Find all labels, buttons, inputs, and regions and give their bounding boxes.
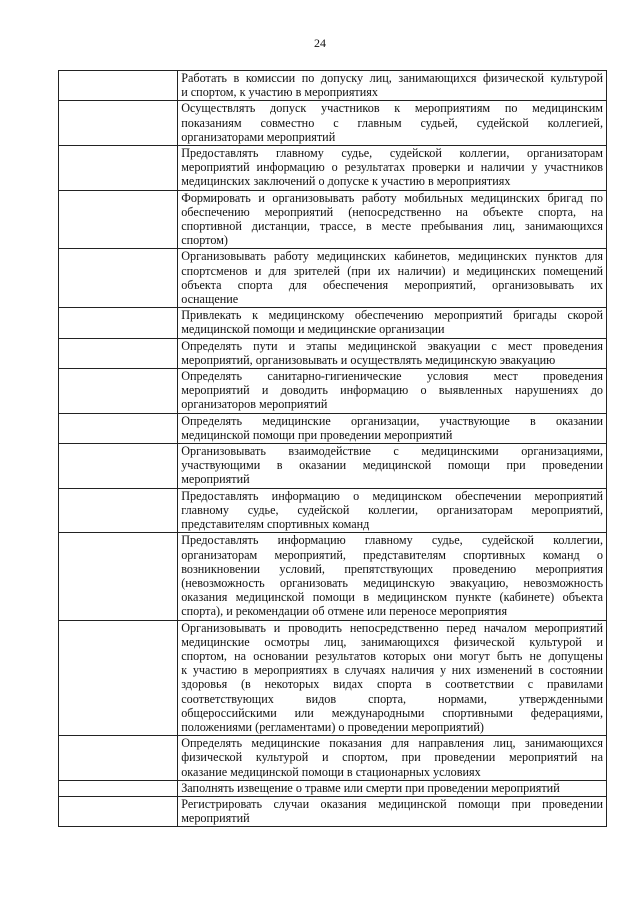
- empty-left-cell: [59, 780, 178, 796]
- duty-text-cell: [178, 780, 607, 796]
- empty-left-cell: [59, 444, 178, 489]
- table-row: [59, 736, 607, 781]
- duty-text-line: Заполнять извещение о травме или смерти при проведении мероприятий: [181, 780, 560, 795]
- duty-text-line: (невозможность организовать медицинскую эвакуацию, невозможность: [181, 575, 603, 590]
- duty-text-line: мероприятий: [181, 811, 250, 826]
- table-row: [59, 101, 607, 146]
- table-row: [59, 620, 607, 736]
- empty-left-cell: [59, 533, 178, 620]
- duty-text-line: Предоставлять информацию главному судье, судейской коллегии,: [181, 533, 603, 548]
- duty-text-line: медицинских заключений о допуске к участию в мероприятиях: [181, 174, 511, 189]
- duty-text-cell: [178, 796, 607, 826]
- empty-left-cell: [59, 413, 178, 443]
- empty-left-cell: [59, 736, 178, 781]
- duty-text-line: здоровья (в некоторых видах спорта в соответствии с правилами: [181, 677, 603, 692]
- duty-text-line: Привлекать к медицинскому обеспечению мероприятий бригады скорой: [181, 308, 603, 323]
- empty-left-cell: [59, 796, 178, 826]
- duty-text-line: спортом, на основании результатов которых они могут быть не допущены: [181, 648, 603, 663]
- duty-text-cell: [178, 249, 607, 308]
- table-row: [59, 308, 607, 338]
- empty-left-cell: [59, 620, 178, 736]
- duties-table: [58, 70, 607, 827]
- duty-text-line: организаторами мероприятий: [181, 129, 336, 144]
- empty-left-cell: [59, 338, 178, 368]
- duty-text-cell: [178, 444, 607, 489]
- duty-text-line: спортивной дистанции, трассе, в месте пребывания лиц, занимающихся: [181, 219, 603, 234]
- duty-text-line: организаторам мероприятий, представителям спортивных команд о: [181, 547, 603, 562]
- duty-text-line: обеспечению мероприятий (непосредственно на объекте спорта, на: [181, 204, 603, 219]
- table-body: [59, 71, 607, 827]
- duty-text-line: медицинской помощи и медицинские организации: [181, 322, 445, 337]
- duty-text-line: спортом): [181, 233, 228, 248]
- duty-text-line: Формировать и организовывать работу мобильных медицинских бригад по: [181, 190, 603, 205]
- table-row: [59, 413, 607, 443]
- duty-text-cell: [178, 308, 607, 338]
- duty-text-cell: [178, 369, 607, 414]
- duty-text-line: общероссийскими или международными спортивными федерациями,: [181, 705, 603, 720]
- duty-text-line: спортсменов и для зрителей (при их наличии) и медицинских помещений: [181, 263, 603, 278]
- table-row: [59, 71, 607, 101]
- page-number: 24: [314, 36, 326, 50]
- empty-left-cell: [59, 369, 178, 414]
- table-row: [59, 488, 607, 533]
- empty-left-cell: [59, 101, 178, 146]
- table-row: [59, 146, 607, 191]
- duty-text-line: оказания медицинской помощи в медицинском пункте (кабинете) объекта: [181, 590, 603, 605]
- duty-text-cell: [178, 736, 607, 781]
- table-row: [59, 533, 607, 620]
- table-row: [59, 796, 607, 826]
- duty-text-line: мероприятий и доводить информацию о выявленных нарушениях до: [181, 383, 603, 398]
- duty-text-line: спорта), и рекомендации об отмене или переносе мероприятия: [181, 604, 508, 619]
- duty-text-line: возникновении условий, препятствующих проведению мероприятия: [181, 561, 603, 576]
- duty-text-line: Регистрировать случаи оказания медицинской помощи при проведении: [181, 796, 603, 811]
- duty-text-line: оказание медицинской помощи в стационарных условиях: [181, 764, 481, 779]
- duty-text-line: представителям спортивных команд: [181, 517, 370, 532]
- duty-text-line: мероприятий: [181, 472, 250, 487]
- duty-text-line: мероприятий, организовывать и осуществлять медицинскую эвакуацию: [181, 352, 556, 367]
- duty-text-line: Организовывать работу медицинских кабинетов, медицинских пунктов для: [181, 249, 603, 264]
- duty-text-line: Предоставлять информацию о медицинском обеспечении мероприятий: [181, 488, 603, 503]
- empty-left-cell: [59, 146, 178, 191]
- table-row: [59, 190, 607, 249]
- duty-text-line: Определять медицинские организации, участвующие в оказании: [181, 413, 603, 428]
- table-row: [59, 369, 607, 414]
- empty-left-cell: [59, 249, 178, 308]
- duty-text-cell: [178, 338, 607, 368]
- table-row: [59, 780, 607, 796]
- duty-text-line: показаниям совместно с главным судьей, судейской коллегией,: [181, 115, 603, 130]
- duty-text-cell: [178, 101, 607, 146]
- duty-text-cell: [178, 71, 607, 101]
- duty-text-cell: [178, 146, 607, 191]
- empty-left-cell: [59, 308, 178, 338]
- duty-text-line: физической культурой и спортом, при проведении мероприятий на: [181, 750, 603, 765]
- duty-text-line: медицинские осмотры лиц, занимающихся физической культурой и: [181, 634, 603, 649]
- empty-left-cell: [59, 488, 178, 533]
- duty-text-line: Определять санитарно-гигиенические условия мест проведения: [181, 369, 603, 384]
- duty-text-line: положениями (регламентами) о проведении мероприятий): [181, 719, 484, 734]
- duty-text-line: Предоставлять главному судье, судейской коллегии, организаторам: [181, 146, 603, 161]
- duty-text-cell: [178, 413, 607, 443]
- duty-text-cell: [178, 190, 607, 249]
- empty-left-cell: [59, 71, 178, 101]
- duty-text-cell: [178, 620, 607, 736]
- duty-text-line: участвующими в оказании медицинской помощи при проведении: [181, 458, 603, 473]
- duty-text-line: Организовывать взаимодействие с медицинскими организациями,: [181, 444, 603, 459]
- duty-text-line: медицинской помощи при проведении мероприятий: [181, 427, 453, 442]
- duty-text-line: к участию в мероприятиях в случаях наличия у них изменений в состоянии: [181, 663, 603, 678]
- duty-text-cell: [178, 533, 607, 620]
- duty-text-line: объекта спорта для обеспечения мероприятий, организовывать их: [181, 277, 603, 292]
- empty-left-cell: [59, 190, 178, 249]
- table-row: [59, 338, 607, 368]
- table-row: [59, 444, 607, 489]
- duty-text-line: Определять медицинские показания для направления лиц, занимающихся: [181, 736, 603, 751]
- duty-text-line: и спортом, к участию в мероприятиях: [181, 85, 378, 100]
- table-row: [59, 249, 607, 308]
- duty-text-line: главному судье, судейской коллегии, организаторам мероприятий,: [181, 502, 603, 517]
- duty-text-line: соответствующих видов спорта, нормами, утвержденными: [181, 691, 603, 706]
- duty-text-line: Определять пути и этапы медицинской эвакуации с мест проведения: [181, 338, 603, 353]
- duty-text-line: Работать в комиссии по допуску лиц, занимающихся физической культурой: [181, 71, 603, 85]
- duty-text-line: Организовывать и проводить непосредственно перед началом мероприятий: [181, 620, 603, 635]
- duty-text-line: мероприятий информацию о результатах проверки и наличии у участников: [181, 160, 603, 175]
- duty-text-cell: [178, 488, 607, 533]
- duty-text-line: Осуществлять допуск участников к мероприятиям по медицинским: [181, 101, 603, 116]
- duty-text-line: организаторов мероприятий: [181, 397, 328, 412]
- duty-text-line: оснащение: [181, 292, 239, 307]
